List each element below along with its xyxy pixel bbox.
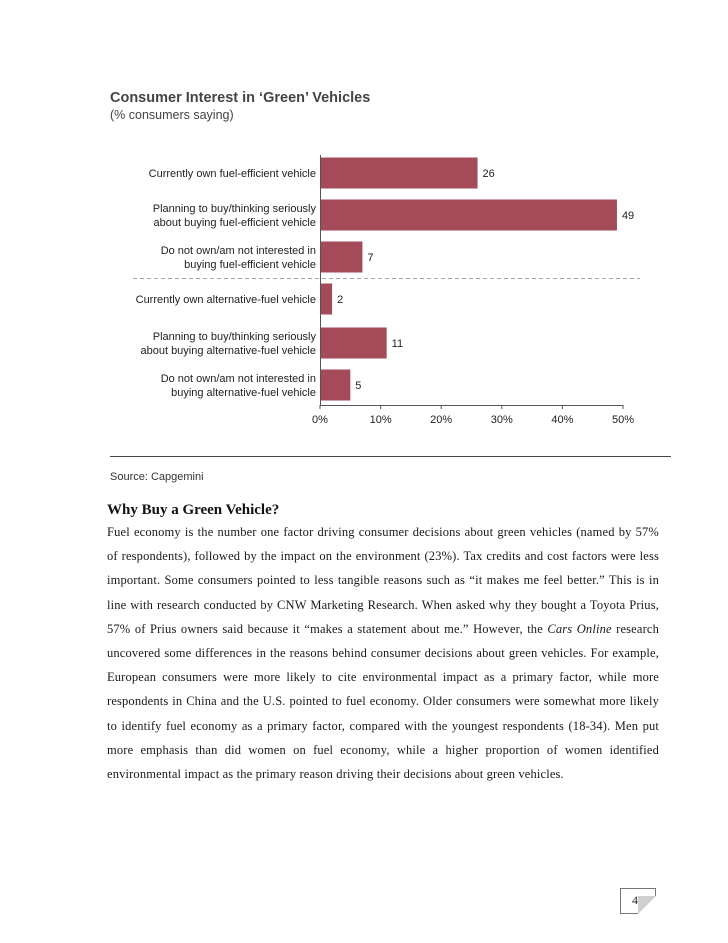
data-label-4: 11 — [391, 338, 404, 350]
bar-5 — [320, 370, 350, 401]
article — [107, 502, 659, 786]
body-text-1: Fuel economy is the number one factor driving consumer decisions about green vehicles (named by 57% of respondents), followed by the impact on the environment (23%). Tax credits and cost factors were less important. Some consumers pointed to less tangible reasons such as “it makes me feel better.” This is in line with research conducted by CNW Marketing Research. When asked why they bought a Toyota Prius, 57% of Prius owners said because it “makes a statement about me.” However, the — [107, 525, 659, 636]
category-label-4: Planning to buy/thinking seriously about buying alternative-fuel vehicle — [140, 331, 316, 357]
page-curl-icon — [638, 896, 656, 914]
chart-subtitle: (% consumers saying) — [110, 108, 234, 122]
data-label-3: 2 — [337, 294, 344, 306]
category-label-5: Do not own/am not interested in buying alternative-fuel vehicle — [160, 373, 316, 399]
section-heading: Why Buy a Green Vehicle? — [107, 502, 280, 518]
bar-3 — [320, 284, 332, 315]
body-text-2: research uncovered some differences in the reasons behind consumer decisions about green vehicles. For example, European consumers were more likely to cite environmental impact as a primary factor, while more respondents in China and the U.S. pointed to fuel economy. Older consumers were somewhat more likely to identify fuel economy as a primary factor, compared with the youngest respondents (18-34). Men put more emphasis than did women on fuel economy, while a higher proportion of women identified environmental impact as the primary reason driving their decisions about green vehicles. — [107, 621, 659, 782]
x-tick-label-2: 20% — [430, 414, 453, 426]
category-label-2: Do not own/am not interested in buying fuel-efficient vehicle — [160, 245, 316, 271]
x-tick-label-1: 10% — [369, 414, 392, 426]
data-label-0: 26 — [482, 168, 495, 180]
page-number: 40 — [632, 893, 644, 907]
x-tick-label-0: 0% — [312, 414, 328, 426]
bar-0 — [320, 158, 478, 189]
x-tick-label-3: 30% — [490, 414, 513, 426]
bar-4 — [320, 328, 387, 359]
bar-2 — [320, 242, 362, 273]
data-label-2: 7 — [367, 252, 374, 264]
x-tick-label-5: 50% — [611, 414, 635, 426]
cars-online-emphasis: Cars Online — [547, 621, 612, 636]
article-body — [107, 520, 659, 786]
page-number-box — [620, 888, 656, 914]
category-label-1: Planning to buy/thinking seriously about buying fuel-efficient vehicle — [152, 203, 316, 229]
bar-1 — [320, 200, 617, 231]
data-label-1: 49 — [621, 210, 635, 222]
chart-title: Consumer Interest in ‘Green’ Vehicles — [110, 90, 371, 106]
category-label-0: Currently own fuel-efficient vehicle — [148, 168, 316, 180]
chart-source: Source: Capgemini — [110, 471, 204, 483]
x-tick-label-4: 40% — [551, 414, 574, 426]
category-label-3: Currently own alternative-fuel vehicle — [135, 294, 316, 306]
data-label-5: 5 — [355, 380, 362, 392]
